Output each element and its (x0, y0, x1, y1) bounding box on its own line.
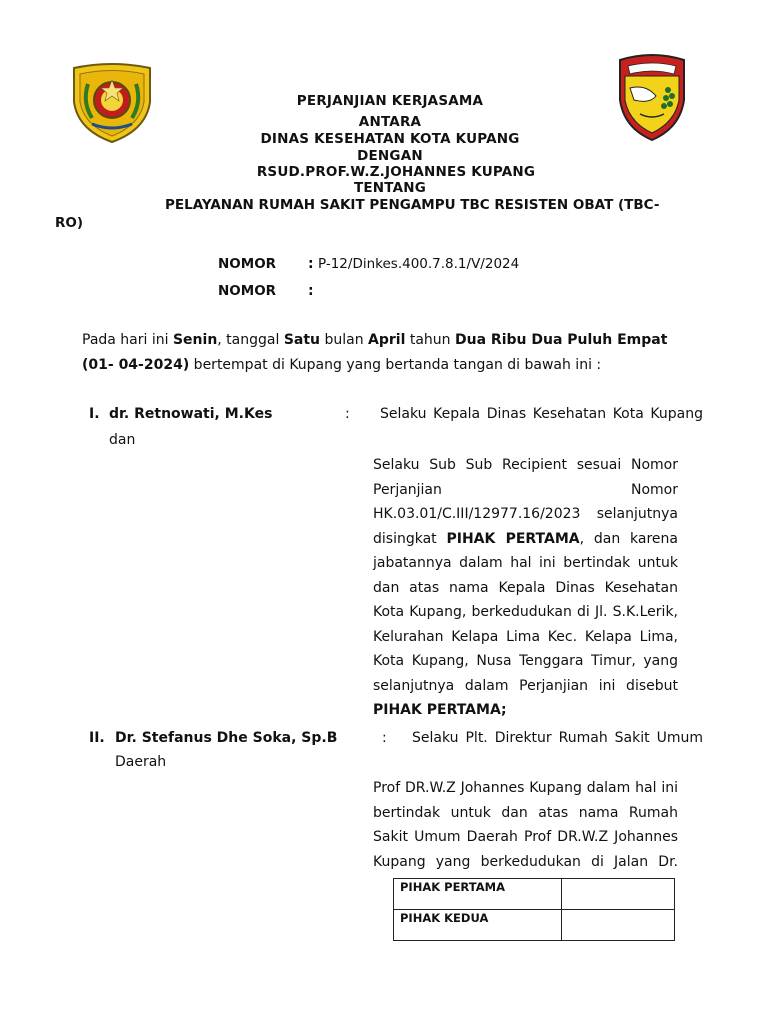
party2-number: II. (89, 730, 105, 746)
party2-paragraph (373, 776, 678, 874)
sign-label-pihak-pertama: PIHAK PERTAMA (394, 879, 562, 910)
party1-number: I. (89, 406, 100, 422)
title-pelayanan-cont: RO) (55, 215, 84, 231)
party2-line: Sakit Umum Daerah Prof DR.W.Z Johannes (373, 829, 678, 845)
table-row (394, 910, 675, 941)
nomor-sep-1: : (308, 256, 314, 272)
party1-name: dr. Retnowati, M.Kes (109, 406, 273, 422)
title-pelayanan: PELAYANAN RUMAH SAKIT PENGAMPU TBC RESISTEN OBAT (TBC- (165, 197, 660, 213)
table-row (394, 879, 675, 910)
intro-line-1: Pada hari ini Senin, tanggal Satu bulan April tahun Dua Ribu Dua Puluh Empat (82, 332, 668, 348)
party1-line: HK.03.01/C.III/12977.16/2023 selanjutnya (373, 506, 678, 522)
title-perjanjian: PERJANJIAN KERJASAMA (296, 93, 484, 109)
party1-paragraph (373, 453, 678, 723)
title-dengan: DENGAN (357, 148, 423, 164)
party1-line: selanjutnya dalam Perjanjian ini disebut (373, 677, 678, 694)
title-dinas: DINAS KESEHATAN KOTA KUPANG (260, 131, 520, 147)
party1-line: disingkat PIHAK PERTAMA, dan karena (373, 530, 678, 547)
party2-line: Kupang yang berkedudukan di Jalan Dr. (373, 853, 678, 870)
party1-line: Perjanjian Nomor (373, 481, 678, 498)
party2-separator: : (382, 730, 387, 746)
party2-role-cont: Daerah (115, 754, 167, 770)
party1-line: Kota Kupang, berkedudukan di Jl. S.K.Lerik, (373, 604, 678, 620)
sign-box-pihak-kedua (562, 910, 675, 941)
party1-line: Selaku Sub Sub Recipient sesuai Nomor (373, 457, 678, 473)
nomor-sep-2: : (308, 283, 314, 299)
nomor-label-1: NOMOR (218, 256, 277, 272)
title-rsud: RSUD.PROF.W.Z.JOHANNES KUPANG (256, 164, 536, 180)
party1-line: Kelurahan Kelapa Lima Kec. Kelapa Lima, (373, 628, 678, 645)
title-tentang: TENTANG (353, 180, 427, 196)
sign-box-pihak-pertama (562, 879, 675, 910)
party1-line: Kota Kupang, Nusa Tenggara Timur, yang (373, 653, 678, 669)
party2-line: Prof DR.W.Z Johannes Kupang dalam hal ini (373, 780, 678, 796)
party1-closing: PIHAK PERTAMA; (373, 702, 507, 718)
party1-role-cont: dan (109, 432, 136, 448)
sign-label-pihak-kedua: PIHAK KEDUA (394, 910, 562, 941)
nomor-value-1: P-12/Dinkes.400.7.8.1/V/2024 (318, 256, 520, 272)
party2-name: Dr. Stefanus Dhe Soka, Sp.B (115, 730, 338, 746)
party1-separator: : (345, 406, 350, 422)
party1-line: jabatannya dalam hal ini bertindak untuk (373, 555, 678, 571)
signature-table (393, 878, 675, 941)
party2-line: bertindak untuk dan atas nama Rumah (373, 804, 678, 821)
party1-role: Selaku Kepala Dinas Kesehatan Kota Kupang (380, 406, 703, 422)
title-antara: ANTARA (358, 114, 422, 130)
party1-line: dan atas nama Kepala Dinas Kesehatan (373, 579, 678, 596)
nomor-label-2: NOMOR (218, 283, 277, 299)
party2-role: Selaku Plt. Direktur Rumah Sakit Umum (412, 730, 703, 746)
intro-line-2: (01- 04-2024) bertempat di Kupang yang bertanda tangan di bawah ini : (82, 357, 602, 373)
